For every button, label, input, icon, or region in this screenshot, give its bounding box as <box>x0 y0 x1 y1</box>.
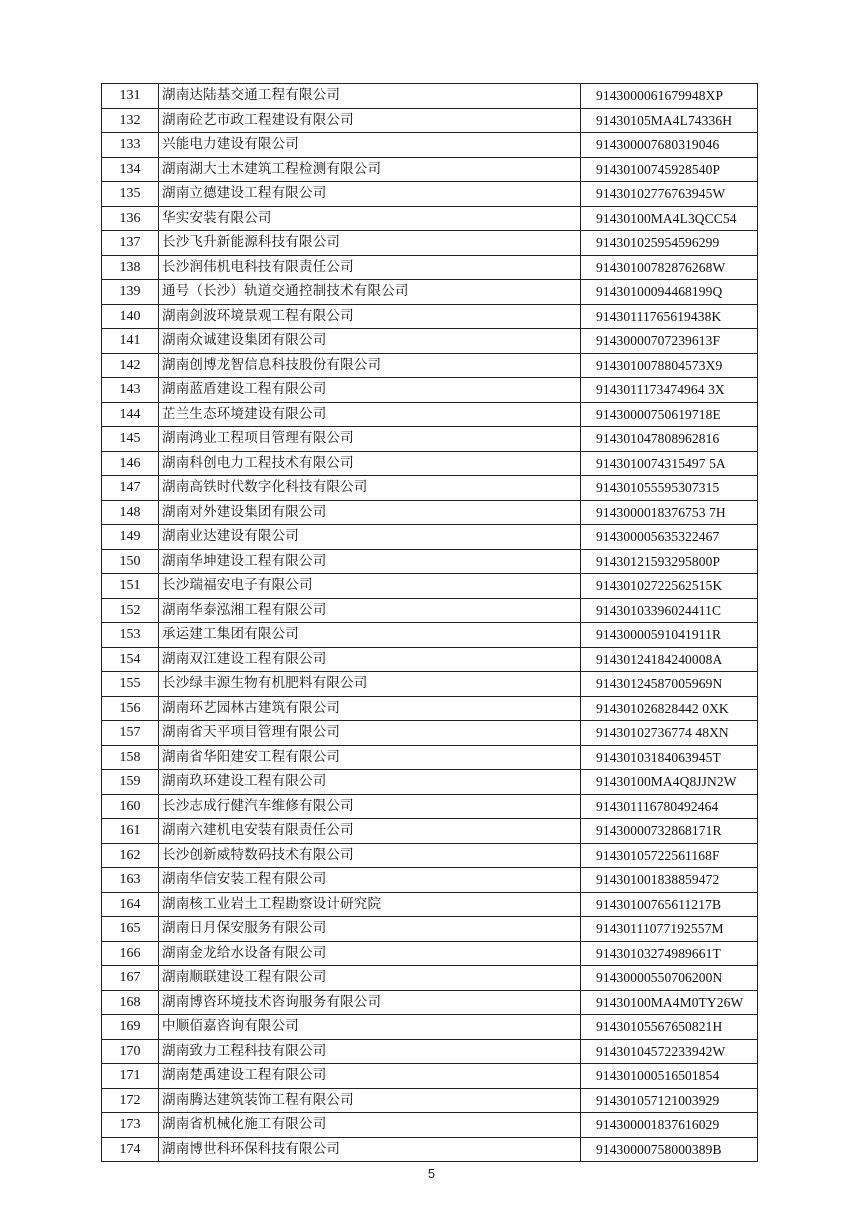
table-row <box>102 1064 758 1089</box>
row-number-cell: 143 <box>102 378 159 403</box>
table-row <box>102 182 758 207</box>
credit-code-cell: 91430111765619438K <box>581 304 758 329</box>
table-row <box>102 500 758 525</box>
row-number-cell: 134 <box>102 157 159 182</box>
table-row <box>102 549 758 574</box>
row-number-cell: 149 <box>102 525 159 550</box>
row-number-cell: 139 <box>102 280 159 305</box>
row-number-cell: 163 <box>102 868 159 893</box>
table-row <box>102 892 758 917</box>
table-row <box>102 721 758 746</box>
row-number-cell: 137 <box>102 231 159 256</box>
credit-code-cell: 914300005635322467 <box>581 525 758 550</box>
credit-code-cell: 91430105MA4L74336H <box>581 108 758 133</box>
row-number-cell: 171 <box>102 1064 159 1089</box>
company-name-cell: 湖南金龙给水设备有限公司 <box>159 941 581 966</box>
row-number-cell: 136 <box>102 206 159 231</box>
table-row <box>102 1015 758 1040</box>
company-name-cell: 长沙志成行健汽车维修有限公司 <box>159 794 581 819</box>
table-row <box>102 574 758 599</box>
row-number-cell: 147 <box>102 476 159 501</box>
credit-code-cell: 91430100094468199Q <box>581 280 758 305</box>
row-number-cell: 140 <box>102 304 159 329</box>
credit-code-cell: 91430000750619718E <box>581 402 758 427</box>
row-number-cell: 172 <box>102 1088 159 1113</box>
row-number-cell: 170 <box>102 1039 159 1064</box>
company-name-cell: 湖南鸿业工程项目管理有限公司 <box>159 427 581 452</box>
table-row <box>102 108 758 133</box>
credit-code-cell: 914300007680319046 <box>581 133 758 158</box>
table-row <box>102 917 758 942</box>
row-number-cell: 144 <box>102 402 159 427</box>
company-name-cell: 湖南博世科环保科技有限公司 <box>159 1137 581 1162</box>
credit-code-cell: 91430100745928540P <box>581 157 758 182</box>
table-row <box>102 1113 758 1138</box>
credit-code-cell: 914301047808962816 <box>581 427 758 452</box>
company-name-cell: 湖南核工业岩土工程勘察设计研究院 <box>159 892 581 917</box>
registry-table-body <box>102 84 758 1162</box>
credit-code-cell: 914300001837616029 <box>581 1113 758 1138</box>
credit-code-cell: 91430100765611217B <box>581 892 758 917</box>
credit-code-cell: 91430000758000389B <box>581 1137 758 1162</box>
table-row <box>102 133 758 158</box>
credit-code-cell: 91430100MA4M0TY26W <box>581 990 758 1015</box>
company-name-cell: 湖南玖环建设工程有限公司 <box>159 770 581 795</box>
row-number-cell: 174 <box>102 1137 159 1162</box>
row-number-cell: 142 <box>102 353 159 378</box>
company-name-cell: 湖南致力工程科技有限公司 <box>159 1039 581 1064</box>
credit-code-cell: 9143000018376753 7H <box>581 500 758 525</box>
credit-code-cell: 91430000707239613F <box>581 329 758 354</box>
company-name-cell: 华实安装有限公司 <box>159 206 581 231</box>
row-number-cell: 153 <box>102 623 159 648</box>
table-row <box>102 794 758 819</box>
row-number-cell: 167 <box>102 966 159 991</box>
table-row <box>102 157 758 182</box>
company-name-cell: 湖南顺联建设工程有限公司 <box>159 966 581 991</box>
row-number-cell: 157 <box>102 721 159 746</box>
table-row <box>102 206 758 231</box>
company-name-cell: 湖南对外建设集团有限公司 <box>159 500 581 525</box>
row-number-cell: 152 <box>102 598 159 623</box>
credit-code-cell: 91430124184240008A <box>581 647 758 672</box>
table-row <box>102 378 758 403</box>
table-row <box>102 868 758 893</box>
credit-code-cell: 91430000550706200N <box>581 966 758 991</box>
company-name-cell: 湖南楚禹建设工程有限公司 <box>159 1064 581 1089</box>
credit-code-cell: 91430000732868171R <box>581 819 758 844</box>
row-number-cell: 145 <box>102 427 159 452</box>
row-number-cell: 156 <box>102 696 159 721</box>
company-name-cell: 湖南业达建设有限公司 <box>159 525 581 550</box>
table-row <box>102 280 758 305</box>
credit-code-cell: 9143011173474964 3X <box>581 378 758 403</box>
credit-code-cell: 91430103184063945T <box>581 745 758 770</box>
company-name-cell: 湖南立德建设工程有限公司 <box>159 182 581 207</box>
row-number-cell: 168 <box>102 990 159 1015</box>
credit-code-cell: 91430100MA4Q8JJN2W <box>581 770 758 795</box>
table-row <box>102 696 758 721</box>
row-number-cell: 173 <box>102 1113 159 1138</box>
table-row <box>102 1137 758 1162</box>
company-name-cell: 中顺佰嘉咨询有限公司 <box>159 1015 581 1040</box>
credit-code-cell: 91430100782876268W <box>581 255 758 280</box>
credit-code-cell: 91430000591041911R <box>581 623 758 648</box>
company-name-cell: 长沙创新威特数码技术有限公司 <box>159 843 581 868</box>
row-number-cell: 165 <box>102 917 159 942</box>
table-row <box>102 525 758 550</box>
company-name-cell: 长沙飞升新能源科技有限公司 <box>159 231 581 256</box>
row-number-cell: 146 <box>102 451 159 476</box>
credit-code-cell: 914301116780492464 <box>581 794 758 819</box>
company-name-cell: 湖南创博龙智信息科技股份有限公司 <box>159 353 581 378</box>
credit-code-cell: 91430102776763945W <box>581 182 758 207</box>
company-name-cell: 湖南华坤建设工程有限公司 <box>159 549 581 574</box>
credit-code-cell: 91430105567650821H <box>581 1015 758 1040</box>
credit-code-cell: 914301057121003929 <box>581 1088 758 1113</box>
page-number: 5 <box>427 1166 436 1181</box>
company-name-cell: 湖南华信安装工程有限公司 <box>159 868 581 893</box>
table-row <box>102 255 758 280</box>
row-number-cell: 133 <box>102 133 159 158</box>
table-row <box>102 451 758 476</box>
row-number-cell: 154 <box>102 647 159 672</box>
table-row <box>102 941 758 966</box>
table-row <box>102 598 758 623</box>
row-number-cell: 138 <box>102 255 159 280</box>
company-name-cell: 湖南双江建设工程有限公司 <box>159 647 581 672</box>
row-number-cell: 166 <box>102 941 159 966</box>
company-name-cell: 湖南省华阳建安工程有限公司 <box>159 745 581 770</box>
table-row <box>102 672 758 697</box>
company-name-cell: 芷兰生态环境建设有限公司 <box>159 402 581 427</box>
company-name-cell: 长沙瑞福安电子有限公司 <box>159 574 581 599</box>
company-name-cell: 湖南众诚建设集团有限公司 <box>159 329 581 354</box>
credit-code-cell: 91430103274989661T <box>581 941 758 966</box>
table-row <box>102 1039 758 1064</box>
row-number-cell: 148 <box>102 500 159 525</box>
row-number-cell: 132 <box>102 108 159 133</box>
company-name-cell: 承运建工集团有限公司 <box>159 623 581 648</box>
credit-code-cell: 91430124587005969N <box>581 672 758 697</box>
table-row <box>102 843 758 868</box>
credit-code-cell: 9143010078804573X9 <box>581 353 758 378</box>
table-row <box>102 402 758 427</box>
company-name-cell: 湖南六建机电安装有限责任公司 <box>159 819 581 844</box>
company-registry-table <box>101 83 758 1162</box>
table-row <box>102 84 758 109</box>
company-name-cell: 湖南博咨环境技术咨询服务有限公司 <box>159 990 581 1015</box>
table-row <box>102 647 758 672</box>
row-number-cell: 169 <box>102 1015 159 1040</box>
credit-code-cell: 91430100MA4L3QCC54 <box>581 206 758 231</box>
company-name-cell: 湖南砼艺市政工程建设有限公司 <box>159 108 581 133</box>
credit-code-cell: 9143010074315497 5A <box>581 451 758 476</box>
credit-code-cell: 914301055595307315 <box>581 476 758 501</box>
row-number-cell: 155 <box>102 672 159 697</box>
company-name-cell: 湖南科创电力工程技术有限公司 <box>159 451 581 476</box>
row-number-cell: 164 <box>102 892 159 917</box>
table-row <box>102 329 758 354</box>
credit-code-cell: 91430103396024411C <box>581 598 758 623</box>
company-name-cell: 兴能电力建设有限公司 <box>159 133 581 158</box>
credit-code-cell: 91430104572233942W <box>581 1039 758 1064</box>
company-name-cell: 湖南蓝盾建设工程有限公司 <box>159 378 581 403</box>
company-name-cell: 长沙绿丰源生物有机肥料有限公司 <box>159 672 581 697</box>
credit-code-cell: 914301026828442 0XK <box>581 696 758 721</box>
table-row <box>102 231 758 256</box>
credit-code-cell: 914301000516501854 <box>581 1064 758 1089</box>
company-name-cell: 湖南达陆基交通工程有限公司 <box>159 84 581 109</box>
table-row <box>102 304 758 329</box>
company-name-cell: 湖南华泰泓湘工程有限公司 <box>159 598 581 623</box>
table-row <box>102 427 758 452</box>
company-name-cell: 湖南省机械化施工有限公司 <box>159 1113 581 1138</box>
table-row <box>102 819 758 844</box>
table-row <box>102 623 758 648</box>
row-number-cell: 161 <box>102 819 159 844</box>
row-number-cell: 158 <box>102 745 159 770</box>
company-name-cell: 湖南日月保安服务有限公司 <box>159 917 581 942</box>
company-name-cell: 通号（长沙）轨道交通控制技术有限公司 <box>159 280 581 305</box>
company-name-cell: 湖南剑波环境景观工程有限公司 <box>159 304 581 329</box>
credit-code-cell: 91430121593295800P <box>581 549 758 574</box>
row-number-cell: 160 <box>102 794 159 819</box>
row-number-cell: 162 <box>102 843 159 868</box>
company-name-cell: 湖南湖大土木建筑工程检测有限公司 <box>159 157 581 182</box>
table-row <box>102 745 758 770</box>
credit-code-cell: 91430102736774 48XN <box>581 721 758 746</box>
credit-code-cell: 91430111077192557M <box>581 917 758 942</box>
credit-code-cell: 91430102722562515K <box>581 574 758 599</box>
company-name-cell: 湖南高铁时代数字化科技有限公司 <box>159 476 581 501</box>
table-row <box>102 1088 758 1113</box>
row-number-cell: 151 <box>102 574 159 599</box>
table-row <box>102 770 758 795</box>
row-number-cell: 150 <box>102 549 159 574</box>
row-number-cell: 135 <box>102 182 159 207</box>
credit-code-cell: 9143000061679948XP <box>581 84 758 109</box>
table-row <box>102 476 758 501</box>
row-number-cell: 159 <box>102 770 159 795</box>
table-row <box>102 966 758 991</box>
credit-code-cell: 914301025954596299 <box>581 231 758 256</box>
credit-code-cell: 914301001838859472 <box>581 868 758 893</box>
company-name-cell: 湖南省天平项目管理有限公司 <box>159 721 581 746</box>
table-row <box>102 990 758 1015</box>
company-name-cell: 长沙润伟机电科技有限责任公司 <box>159 255 581 280</box>
row-number-cell: 131 <box>102 84 159 109</box>
credit-code-cell: 91430105722561168F <box>581 843 758 868</box>
row-number-cell: 141 <box>102 329 159 354</box>
company-name-cell: 湖南腾达建筑装饰工程有限公司 <box>159 1088 581 1113</box>
table-row <box>102 353 758 378</box>
company-name-cell: 湖南环艺园林古建筑有限公司 <box>159 696 581 721</box>
